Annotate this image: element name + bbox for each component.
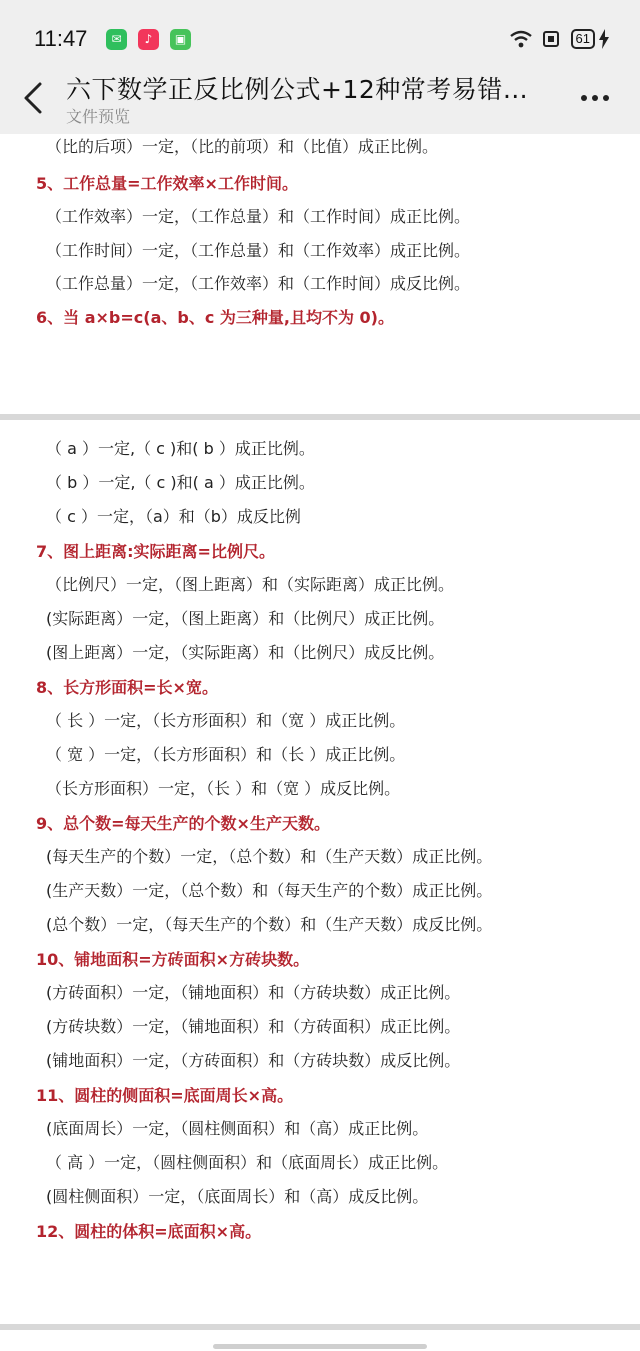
text-line: (每天生产的个数）一定，（总个数）和（生产天数）成正比例。	[46, 847, 493, 866]
text-line: （ 长 ）一定，（长方形面积）和（宽 ）成正比例。	[46, 711, 406, 730]
text-line: （比例尺）一定，（图上距离）和（实际距离）成正比例。	[46, 575, 455, 594]
formula-heading: 7、图上距离:实际距离=比例尺。	[36, 542, 275, 561]
music-icon: ♪	[138, 29, 159, 50]
formula-heading: 11、圆柱的侧面积=底面周长×高。	[36, 1086, 294, 1105]
clock: 11:47	[34, 26, 88, 51]
formula-heading: 5、工作总量=工作效率×工作时间。	[36, 174, 298, 193]
text-line: （工作效率）一定，（工作总量）和（工作时间）成正比例。	[46, 207, 471, 226]
formula-heading: 8、长方形面积=长×宽。	[36, 678, 218, 697]
wifi-icon	[509, 29, 533, 49]
text-line: (方砖块数）一定，（铺地面积）和（方砖面积）成正比例。	[46, 1017, 461, 1036]
text-line: （工作总量）一定，（工作效率）和（工作时间）成反比例。	[46, 274, 471, 293]
text-line: (方砖面积）一定，（铺地面积）和（方砖块数）成正比例。	[46, 983, 461, 1002]
document-page-1[interactable]	[0, 134, 640, 414]
text-line: (总个数）一定，（每天生产的个数）和（生产天数）成反比例。	[46, 915, 493, 934]
formula-heading: 9、总个数=每天生产的个数×生产天数。	[36, 814, 330, 833]
document-page-2[interactable]	[0, 420, 640, 1328]
text-line: （ a ）一定,（ c )和( b ）成正比例。	[46, 439, 315, 458]
document-title: 六下数学正反比例公式+12种常考易错…	[66, 75, 529, 104]
text-line: （ 宽 ）一定，（长方形面积）和（长 ）成正比例。	[46, 745, 406, 764]
text-line: （ b ）一定,（ c )和( a ）成正比例。	[46, 473, 315, 492]
text-line: (实际距离）一定，（图上距离）和（比例尺）成正比例。	[46, 609, 445, 628]
text-line: (圆柱侧面积）一定，（底面周长）和（高）成反比例。	[46, 1187, 429, 1206]
text-line: （ 高 ）一定，（圆柱侧面积）和（底面周长）成正比例。	[46, 1153, 449, 1172]
document-subtitle: 文件预览	[66, 107, 131, 126]
text-line: （ c ）一定，（a）和（b）成反比例	[46, 507, 301, 526]
more-options-icon[interactable]	[580, 94, 610, 102]
back-icon[interactable]	[14, 78, 54, 118]
status-indicators	[509, 28, 610, 50]
text-line: (生产天数）一定，（总个数）和（每天生产的个数）成正比例。	[46, 881, 493, 900]
formula-heading: 12、圆柱的体积=底面积×高。	[36, 1222, 262, 1241]
formula-heading: 6、当 a×b=c(a、b、c 为三种量,且均不为 0)。	[36, 308, 394, 327]
home-indicator[interactable]	[213, 1344, 427, 1349]
charging-icon	[598, 29, 610, 49]
text-line: (底面周长）一定，（圆柱侧面积）和（高）成正比例。	[46, 1119, 429, 1138]
store-icon: ▣	[170, 29, 191, 50]
wechat-like-icon: ✉	[106, 29, 127, 50]
text-line: (图上距离）一定，（实际距离）和（比例尺）成反比例。	[46, 643, 445, 662]
text-line: （工作时间）一定，（工作总量）和（工作效率）成正比例。	[46, 241, 471, 260]
text-line: (铺地面积）一定，（方砖面积）和（方砖块数）成反比例。	[46, 1051, 461, 1070]
formula-heading: 10、铺地面积=方砖面积×方砖块数。	[36, 950, 310, 969]
text-line: （长方形面积）一定，（长 ）和（宽 ）成反比例。	[46, 779, 401, 798]
sim-icon	[543, 31, 559, 47]
battery-icon: 61	[571, 29, 595, 49]
text-line: （比的后项）一定，（比的前项）和（比值）成正比例。	[46, 137, 439, 156]
nav-bar	[0, 64, 640, 134]
status-bar	[0, 0, 640, 64]
